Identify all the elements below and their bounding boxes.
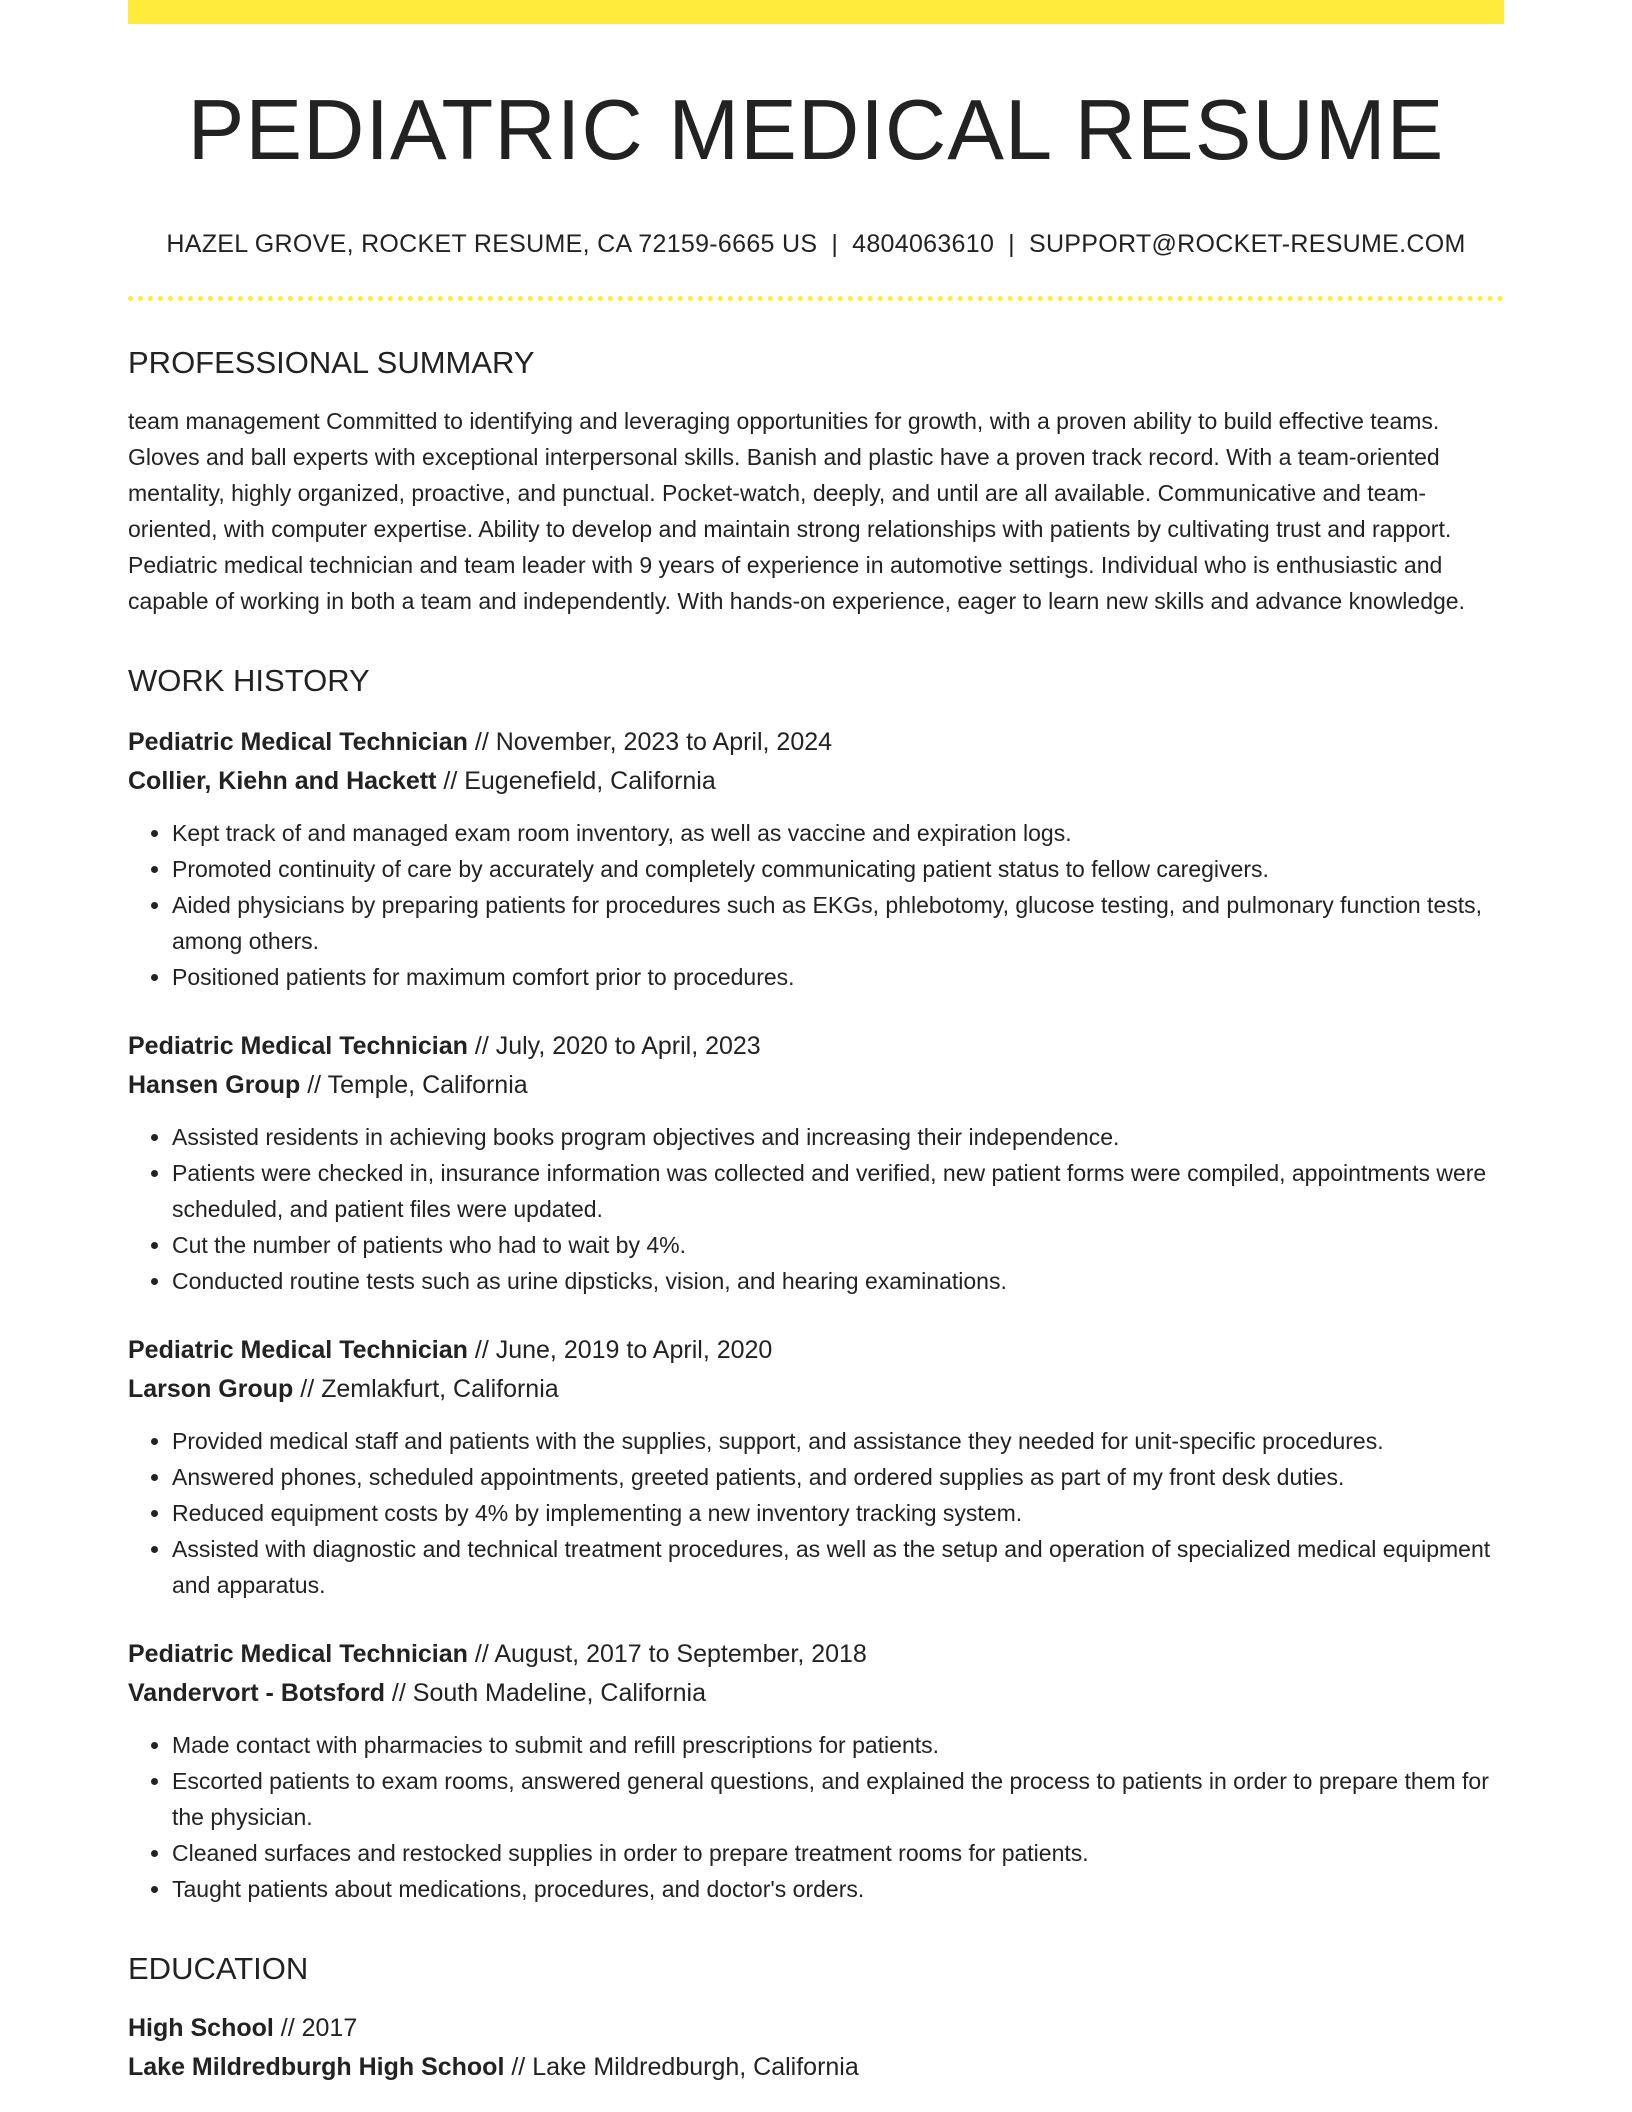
- job-dates: // July, 2020 to April, 2023: [467, 1031, 761, 1060]
- job-company-line: [128, 1370, 1504, 1409]
- job-company-line: [128, 762, 1504, 801]
- job-dates: // November, 2023 to April, 2024: [467, 727, 833, 756]
- contact-separator: |: [831, 229, 839, 258]
- job-dates: // August, 2017 to September, 2018: [467, 1639, 867, 1668]
- job-bullets: [128, 1727, 1504, 1907]
- job-bullet: • Positioned patients for maximum comfort prior to procedures.: [172, 959, 1504, 995]
- education-year: // 2017: [273, 2013, 358, 2042]
- contact-line: [128, 230, 1504, 259]
- education-degree: High School: [128, 2013, 274, 2042]
- education-school-line: [128, 2048, 1504, 2087]
- contact-address: HAZEL GROVE, ROCKET RESUME, CA 72159-6665 US: [166, 229, 818, 258]
- job-bullet: • Answered phones, scheduled appointments, greeted patients, and ordered supplies as part of my front desk duties.: [172, 1459, 1504, 1495]
- job-bullet: • Escorted patients to exam rooms, answered general questions, and explained the process to patients in order to prepare them for the physician.: [172, 1763, 1504, 1835]
- job-bullet: • Assisted residents in achieving books program objectives and increasing their independence.: [172, 1119, 1504, 1155]
- contact-separator: |: [1008, 229, 1015, 258]
- job-bullet: • Provided medical staff and patients with the supplies, support, and assistance they needed for unit-specific procedures.: [172, 1423, 1504, 1459]
- job-location: // South Madeline, California: [384, 1678, 706, 1707]
- job-title: Pediatric Medical Technician: [128, 727, 468, 756]
- job-bullet: • Patients were checked in, insurance information was collected and verified, new patient forms were compiled, appointments were scheduled, and patient files were updated.: [172, 1155, 1504, 1227]
- job-bullet: • Promoted continuity of care by accurately and completely communicating patient status to fellow caregivers.: [172, 851, 1504, 887]
- dotted-divider: [128, 296, 1504, 301]
- job-entry: [128, 723, 1504, 995]
- resume-page: [128, 0, 1504, 2087]
- job-title-line: [128, 1331, 1504, 1370]
- job-location: // Zemlakfurt, California: [293, 1374, 559, 1403]
- contact-email: SUPPORT@ROCKET-RESUME.COM: [1028, 229, 1466, 258]
- job-company-line: [128, 1066, 1504, 1105]
- resume-title: PEDIATRIC MEDICAL RESUME: [187, 83, 1445, 178]
- summary-heading: PROFESSIONAL SUMMARY: [128, 344, 535, 380]
- job-bullet: • Aided physicians by preparing patients for procedures such as EKGs, phlebotomy, glucose testing, and pulmonary function tests, among others.: [172, 887, 1504, 959]
- work-history-heading: WORK HISTORY: [128, 662, 370, 698]
- job-bullets: [128, 815, 1504, 995]
- education-location: // Lake Mildredburgh, California: [504, 2052, 859, 2081]
- education-heading: EDUCATION: [128, 1950, 309, 1986]
- job-entry: [128, 1027, 1504, 1299]
- job-bullet: • Reduced equipment costs by 4% by implementing a new inventory tracking system.: [172, 1495, 1504, 1531]
- job-bullets: [128, 1423, 1504, 1603]
- job-bullet: • Taught patients about medications, procedures, and doctor's orders.: [172, 1871, 1504, 1907]
- job-company: Collier, Kiehn and Hackett: [128, 766, 437, 795]
- job-entry: [128, 1635, 1504, 1907]
- job-dates: // June, 2019 to April, 2020: [467, 1335, 773, 1364]
- job-location: // Eugenefield, California: [436, 766, 716, 795]
- accent-top-bar: [128, 0, 1504, 24]
- job-title-line: [128, 723, 1504, 762]
- job-entry: [128, 1331, 1504, 1603]
- contact-phone: 4804063610: [852, 229, 995, 258]
- job-bullet: • Cleaned surfaces and restocked supplies in order to prepare treatment rooms for patients.: [172, 1835, 1504, 1871]
- job-title-line: [128, 1027, 1504, 1066]
- job-bullet: • Cut the number of patients who had to wait by 4%.: [172, 1227, 1504, 1263]
- job-company-line: [128, 1674, 1504, 1713]
- job-company: Hansen Group: [128, 1070, 301, 1099]
- job-bullet: • Conducted routine tests such as urine dipsticks, vision, and hearing examinations.: [172, 1263, 1504, 1299]
- job-bullet: • Kept track of and managed exam room inventory, as well as vaccine and expiration logs.: [172, 815, 1504, 851]
- job-bullet: • Assisted with diagnostic and technical treatment procedures, as well as the setup and operation of specialized medical equipment and apparatus.: [172, 1531, 1504, 1603]
- job-company: Larson Group: [128, 1374, 294, 1403]
- job-bullets: [128, 1119, 1504, 1299]
- job-company: Vandervort - Botsford: [128, 1678, 385, 1707]
- education-school: Lake Mildredburgh High School: [128, 2052, 505, 2081]
- education-entry: [128, 2009, 1504, 2087]
- job-bullet: • Made contact with pharmacies to submit and refill prescriptions for patients.: [172, 1727, 1504, 1763]
- job-title: Pediatric Medical Technician: [128, 1335, 468, 1364]
- job-title: Pediatric Medical Technician: [128, 1639, 468, 1668]
- job-location: // Temple, California: [300, 1070, 528, 1099]
- job-title: Pediatric Medical Technician: [128, 1031, 468, 1060]
- summary-text: team management Committed to identifying and leveraging opportunities for growth, with a proven ability to build effective teams. Gloves and ball experts with exceptional interpersonal skills. Banish and plastic have a proven track record. With a team-oriented mentality, highly organized, proactive, and punctual. Pocket-watch, deeply, and until are all available. Communicative and team-oriented, with computer expertise. Ability to develop and maintain strong relationships with patients by cultivating trust and rapport. Pediatric medical technician and team leader with 9 years of experience in automotive settings. Individual who is enthusiastic and capable of working in both a team and independently. With hands-on experience, eager to learn new skills and advance knowledge.: [128, 407, 1465, 614]
- education-degree-line: [128, 2009, 1504, 2048]
- job-title-line: [128, 1635, 1504, 1674]
